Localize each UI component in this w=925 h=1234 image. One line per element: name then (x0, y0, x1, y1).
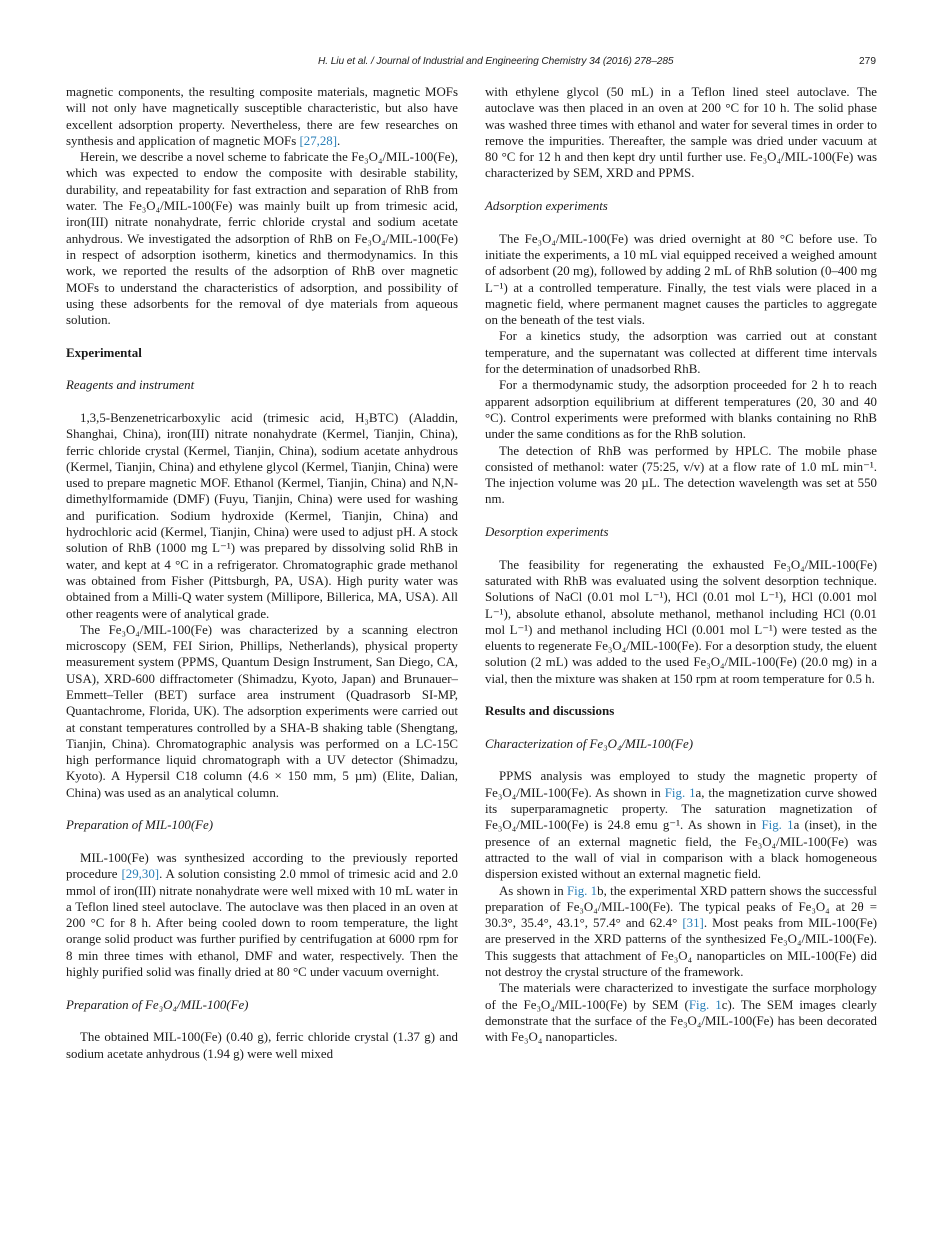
citation-link[interactable]: [31] (682, 916, 704, 931)
paragraph (485, 980, 877, 1045)
paragraph: For a kinetics study, the adsorption was carried out at constant temperature, and the supernatant was collected at different time intervals for the determination of unadsorbed RhB. (485, 329, 877, 377)
paragraph-text: magnetic components, the resulting composite materials, magnetic MOFs will not only have magnetically susceptible characteristic, but also have excellent adsorption property. Nevertheless, there are few researches on synthesis and application of magnetic MOFs (66, 85, 458, 148)
paragraph-text: PPMS analysis was employed to study the magnetic property of Fe₃O₄/MIL-100(Fe). As shown in (485, 769, 877, 800)
paragraph (485, 883, 877, 981)
citation-link[interactable]: [27,28] (299, 133, 338, 148)
paragraph (66, 850, 458, 980)
subsection-heading-reagents: Reagents and instrument (66, 378, 195, 393)
right-column (485, 84, 877, 1046)
paragraph: The obtained MIL-100(Fe) (0.40 g), ferric chloride crystal (1.37 g) and sodium acetate anhydrous (1.94 g) were well mixed (66, 1030, 458, 1061)
running-header (0, 56, 925, 70)
paragraph: magnetic components, the resulting composite materials, magnetic MOFs will not only have magnetically susceptible characteristic, but also have excellent adsorption property. Nevertheless, there are few researches on synthesis and application of magnetic MOFs [27,28]. (66, 85, 458, 148)
paragraph-text: . Most peaks from MIL-100(Fe) are preserved in the XRD patterns of the synthesized Fe₃O₄/MIL-100(Fe). This suggests that attachment of Fe₃O₄ nanoparticles on MIL-100(Fe) did not destroy the crystal structure of the framework. (485, 916, 877, 980)
paragraph: Herein, we describe a novel scheme to fabricate the Fe₃O₄/MIL-100(Fe), which was expected to endow the composite with desirable stability, durability, and repeatability for fast extraction and separation of RhB from water. The Fe₃O₄/MIL-100(Fe) was mainly built up from trimesic acid, iron(III) nitrate nonahydrate, ferric chloride crystal and sodium acetate anhydrous. We investigated the adsorption of RhB on Fe₃O₄/MIL-100(Fe) in respect of adsorption isotherm, kinetics and thermodynamics. In this work, we reported the results of the adsorption of RhB over magnetic MOFs to understand the characteristics of adsorption, and possibility of using these adsorbents for the removal of dye materials from aqueous solution. (66, 150, 458, 328)
left-column (66, 84, 458, 1062)
page-number: 279 (859, 56, 876, 67)
section-heading-experimental: Experimental (66, 344, 142, 360)
paragraph-text: a, the magnetization curve showed its superparamagnetic property. The saturation magnetization of Fe₃O₄/MIL-100(Fe) is 24.8 emu g⁻¹. As shown in (485, 785, 877, 833)
subsection-heading-desorption: Desorption experiments (485, 525, 609, 540)
journal-citation: H. Liu et al. / Journal of Industrial and Engineering Chemistry 34 (2016) 278–285 (318, 56, 674, 67)
paragraph: with ethylene glycol (50 mL) in a Teflon lined steel autoclave. The autoclave was then placed in an oven at 200 °C for 10 h. The solid phase was washed three times with ethanol and water for several times in order to remove the impurities. Thereafter, the sample was dried under vacuum at 80 °C for 12 h and then kept dry until further use. Fe₃O₄/MIL-100(Fe) was characterized by SEM, XRD and PPMS. (485, 85, 877, 181)
subsection-heading-prep-fe3o4: Preparation of Fe₃O₄/MIL-100(Fe) (66, 997, 249, 1012)
paragraph-text: MIL-100(Fe) was synthesized according to the previously reported procedure (66, 850, 458, 882)
paragraph: The feasibility for regenerating the exhausted Fe₃O₄/MIL-100(Fe) saturated with RhB was evaluated using the solvent desorption technique. Solutions of NaCl (0.01 mol L⁻¹), HCl (0.01 mol L⁻¹), HCl (0.001 mol L⁻¹), absolute ethanol, absolute methanol, methanol including HCl (0.01 mol L⁻¹) and methanol including HCl (0.001 mol L⁻¹) were tested as the eluents to regenerate Fe₃O₄/MIL-100(Fe). For a desorption study, the eluent solution (2 mL) was added to the used Fe₃O₄/MIL-100(Fe) (20.0 mg) in a vial, then the mixture was shaken at 150 rpm at room temperature for 0.5 h. (485, 557, 877, 686)
subsection-heading-characterization: Characterization of Fe₃O₄/MIL-100(Fe) (485, 736, 694, 751)
paragraph-text: . A solution consisting 2.0 mmol of trimesic acid and 2.0 mmol of iron(III) nitrate nonahydrate were well mixed with 10 mL water in a Teflon lined steel autoclave. The autoclave was then placed in an oven at 200 °C for 8 h. After being cooled down to room temperature, the light orange solid product was further purified by centrifugation at 6000 rpm for 8 min three times with ethanol, DMF and water, respectively. Then the highly purified solid was finally dried at 80 °C under vacuum overnight. (66, 867, 458, 980)
subsection-heading-adsorption: Adsorption experiments (485, 199, 608, 214)
section-heading-results: Results and discussions (485, 703, 615, 719)
paragraph: 1,3,5-Benzenetricarboxylic acid (trimesic acid, H₃BTC) (Aladdin, Shanghai, China), iron(III) nitrate nonahydrate (Kermel, Tianjin, China), ferric chloride crystal (Kermel, Tianjin, China), sodium acetate anhydrous (Kermel, Tianjin, China) and ethylene glycol (Kermel, Tianjin, China) were used to prepare magnetic MOF. Ethanol (Kermel, Tianjin, China) and N,N-dimethylformamide (DMF) (Fuyu, Tianjin, China) were used for washing and purification. Sodium hydroxide (Kermel, Tianjin, China) and hydrochloric acid (Kermel, Tianjin, China) were used to adjust pH. A stock solution of RhB (1000 mg L⁻¹) was prepared by dissolving solid RhB in water, and kept at 4 °C in a refrigerator. Chromatographic grade methanol was obtained from Fisher (Pittsburgh, PA, USA). High purity water was obtained from a Milli-Q water system (Millipore, Billerica, MA, USA). All other reagents were of analytical grade. (66, 410, 458, 621)
paragraph-text: c). The SEM images clearly demonstrate that the surface of the Fe₃O₄/MIL-100(Fe) has been decorated with Fe₃O₄ nanoparticles. (485, 997, 878, 1045)
figure-link[interactable]: Fig. 1 (761, 818, 794, 833)
figure-link[interactable]: Fig. 1 (688, 997, 722, 1012)
citation-link[interactable]: [29,30] (121, 867, 160, 882)
subsection-heading-prep-mil: Preparation of MIL-100(Fe) (66, 818, 214, 833)
paragraph-text: As shown in (499, 883, 564, 898)
paragraph (485, 768, 877, 882)
paragraph-text: a (inset), in the presence of an external magnetic field, the Fe₃O₄/MIL-100(Fe) was attracted to the wall of vial in comparison with a black homogeneous dispersion existed without an external magnetic field. (485, 818, 877, 882)
paragraph: For a thermodynamic study, the adsorption proceeded for 2 h to reach apparent adsorption equilibrium at different temperatures (20, 30 and 40 °C). Control experiments were preformed with blanks containing no RhB under the same conditions as for the RhB solution. (485, 378, 877, 442)
figure-link[interactable]: Fig. 1 (664, 785, 696, 800)
paragraph-text: b, the experimental XRD pattern shows the successful preparation of Fe₃O₄/MIL-100(Fe). The typical peaks of Fe₃O₄ at 2θ = 30.3°, 35.4°, 43.1°, 57.4° and 62.4° (485, 883, 877, 931)
figure-link[interactable]: Fig. 1 (566, 883, 598, 898)
paragraph: The Fe₃O₄/MIL-100(Fe) was characterized by a scanning electron microscopy (SEM, FEI Sirion, Phillips, Netherlands), physical property measurement system (PPMS, Quantum Design Instrument, San Diego, CA, USA), XRD-600 diffractometer (Shimadzu, Kyoto, Japan) and Brunauer–Emmett–Teller (BET) surface area instrument (Quadrasorb SI-MP, Quantachrome, Florida, UK). The adsorption experiments were carried out at constant temperatures controlled by a SHA-B shaking table (Shengtang, Tianjin, China). Chromatographic analysis was performed on a LC-15C high performance liquid chromatograph with a UV detector (Shimadzu, Kyoto). A Hypersil C18 column (4.6 × 150 mm, 5 µm) (Elite, Dalian, China) was used as an analytical column. (66, 622, 458, 800)
paragraph: The Fe₃O₄/MIL-100(Fe) was dried overnight at 80 °C before use. To initiate the experiments, a 10 mL vial equipped received a weighed amount of adsorbent (20 mg), followed by adding 2 mL of RhB solution (0–400 mg L⁻¹) at a controlled temperature. Finally, the test vials were placed in a magnetic field, where permanent magnet causes the particles to aggregate on the beneath of the test vials. (485, 231, 877, 328)
paragraph: The detection of RhB was performed by HPLC. The mobile phase consisted of methanol: water (75:25, v/v) at a flow rate of 1.0 mL min⁻¹. The injection volume was 20 µL. The detection wavelength was set at 550 nm. (485, 443, 877, 507)
paragraph-text: The materials were characterized to investigate the surface morphology of the Fe₃O₄/MIL-100(Fe) by SEM ( (485, 981, 877, 1012)
